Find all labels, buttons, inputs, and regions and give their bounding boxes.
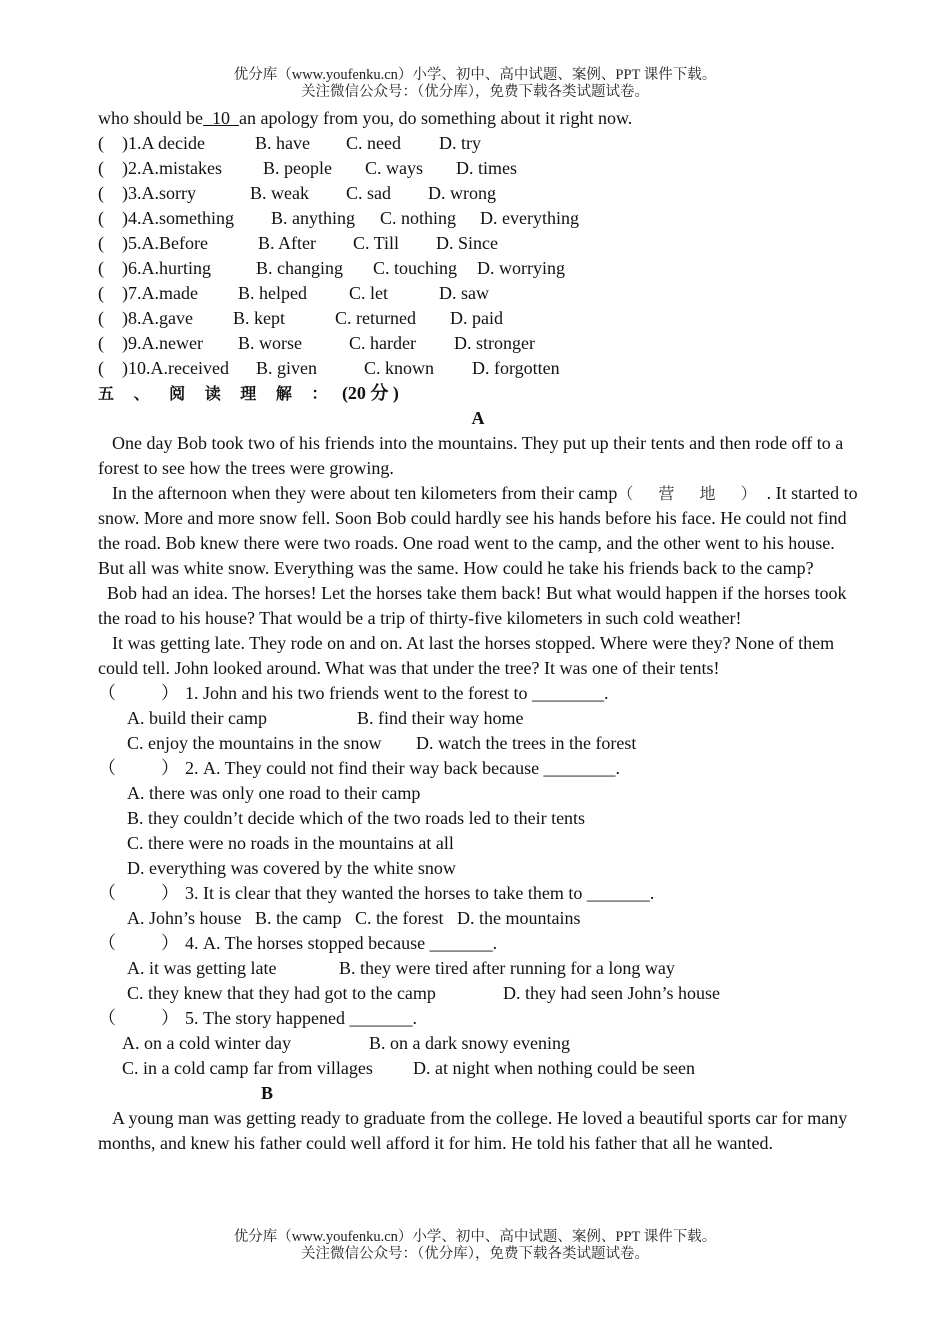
option-c: C. in a cold camp far from villages xyxy=(122,1058,373,1078)
section-title-score: (20 分 ) xyxy=(341,383,399,403)
answer-paren: （ ） xyxy=(98,758,179,778)
passage-a-paragraph-2 xyxy=(98,481,858,581)
options-row xyxy=(98,1056,858,1081)
options-row xyxy=(98,731,858,756)
question-number-option-a: ( )4.A.something xyxy=(98,208,234,228)
question-number-option-a: ( )9.A.newer xyxy=(98,333,203,353)
document-body xyxy=(98,106,858,1156)
option-d: D. saw xyxy=(439,283,489,303)
footer-line-2: 关注微信公众号：（优分库），免费下载各类试题试卷。 xyxy=(301,1246,649,1262)
option-b: B. they were tired after running for a long way xyxy=(339,958,675,978)
option-c: C. touching xyxy=(373,258,457,278)
question-stem: 2. A. They could not find their way back because ________. xyxy=(185,758,621,778)
option-c: C. ways xyxy=(365,158,423,178)
option-d: D. worrying xyxy=(477,258,565,278)
answer-paren: （ ） xyxy=(98,883,179,903)
options-row xyxy=(98,981,858,1006)
passage-a-title: A xyxy=(471,408,485,428)
question-stem: 4. A. The horses stopped because _______. xyxy=(185,933,498,953)
option-c: C. let xyxy=(349,283,388,303)
cloze-question xyxy=(98,281,858,306)
options-row xyxy=(98,706,858,731)
option-a: A. it was getting late xyxy=(127,958,277,978)
answer-paren: （ ） xyxy=(98,683,179,703)
answer-paren: （ ） xyxy=(98,933,179,953)
cloze-tail-line xyxy=(98,106,858,131)
passage-b-paragraph-1: A young man was getting ready to graduate from the college. He loved a beautiful sports car for many months, and knew his father could well afford it for him. He told his father that all he wanted. xyxy=(98,1108,848,1153)
cloze-tail-before: who should be xyxy=(98,108,203,128)
options-row xyxy=(98,1031,858,1056)
answer-paren: （ ） xyxy=(98,1008,179,1028)
cloze-question xyxy=(98,156,858,181)
question-number-option-a: ( )8.A.gave xyxy=(98,308,193,328)
option-b: B. After xyxy=(258,233,316,253)
cloze-blank-10: 10 xyxy=(203,108,239,128)
option-b: B. helped xyxy=(238,283,307,303)
cloze-question xyxy=(98,131,858,156)
question-number-option-a: ( )7.A.made xyxy=(98,283,198,303)
option-d: D. try xyxy=(439,133,481,153)
question-number-option-a: ( )5.A.Before xyxy=(98,233,208,253)
option-c: C. need xyxy=(346,133,401,153)
option-c: C. returned xyxy=(335,308,416,328)
camp-note: （ 营 地 ） xyxy=(617,484,767,503)
passage-b-title: B xyxy=(261,1083,274,1103)
section-title-label: 五 、 阅 读 理 解 ： xyxy=(98,384,332,403)
cloze-question xyxy=(98,206,858,231)
question-number-option-a: ( )3.A.sorry xyxy=(98,183,196,203)
option-c: C. nothing xyxy=(380,208,457,228)
option-a: A. there was only one road to their camp xyxy=(127,783,421,803)
reading-question xyxy=(98,881,858,906)
question-number-option-a: ( )1.A decide xyxy=(98,133,205,153)
option-c: C. enjoy the mountains in the snow xyxy=(127,733,382,753)
question-number-option-a: ( )6.A.hurting xyxy=(98,258,211,278)
reading-question xyxy=(98,756,858,781)
option-b: B. given xyxy=(256,358,317,378)
question-number-option-a: ( )2.A.mistakes xyxy=(98,158,222,178)
option-b: B. kept xyxy=(233,308,285,328)
passage-a-paragraph-1: One day Bob took two of his friends into the mountains. They put up their tents and then rode off to a forest to see how the trees were growing. xyxy=(98,433,844,478)
cloze-question xyxy=(98,306,858,331)
passage-a-paragraph-3: Bob had an idea. The horses! Let the horses take them back! But what would happen if the horses took the road to his house? That would be a trip of thirty-five kilometers in such cold weather! xyxy=(98,583,847,628)
option-b: B. anything xyxy=(271,208,355,228)
options-row xyxy=(98,956,858,981)
option-d: D. wrong xyxy=(428,183,496,203)
option-b: B. find their way home xyxy=(357,708,524,728)
cloze-question xyxy=(98,231,858,256)
option-c: C. harder xyxy=(349,333,416,353)
option-c: C. Till xyxy=(353,233,400,253)
option-a: A. on a cold winter day xyxy=(122,1033,291,1053)
option-b: B. people xyxy=(263,158,332,178)
header-line-1: 优分库（www.youfenku.cn）小学、初中、高中试题、案例、PPT 课件下载。 xyxy=(233,67,717,83)
option-d: D. everything was covered by the white snow xyxy=(127,858,456,878)
option-b: B. they couldn’t decide which of the two roads led to their tents xyxy=(127,808,586,828)
option-c: C. sad xyxy=(346,183,391,203)
option-d: D. Since xyxy=(436,233,498,253)
passage-a-p2-rest: . It started to snow. More and more snow fell. Soon Bob could hardly see his hands before his face. He could not find the road. Bob knew there were two roads. One road went to the camp, and the other went to his house. But all was white snow. Everything was the same. How could he take his friends back to the camp? xyxy=(98,483,858,578)
cloze-question-list xyxy=(98,131,858,381)
cloze-question xyxy=(98,256,858,281)
option-d: D. watch the trees in the forest xyxy=(416,733,637,753)
question-stem: 1. John and his two friends went to the forest to ________. xyxy=(185,683,609,703)
reading-question xyxy=(98,1006,858,1031)
option-d: D. everything xyxy=(480,208,579,228)
page-footer xyxy=(0,1229,950,1263)
cloze-question xyxy=(98,181,858,206)
option-a: A. build their camp xyxy=(127,708,267,728)
options-row: A. John’s house B. the camp C. the forest D. the mountains xyxy=(127,908,581,928)
cloze-tail-after: an apology from you, do something about it right now. xyxy=(239,108,633,128)
reading-question xyxy=(98,681,858,706)
option-b: B. have xyxy=(255,133,310,153)
option-d: D. paid xyxy=(450,308,503,328)
passage-a-paragraph-4: It was getting late. They rode on and on. At last the horses stopped. Where were they? None of them could tell. John looked around. What was that under the tree? It was one of their tents! xyxy=(98,633,835,678)
question-number-option-a: ( )10.A.received xyxy=(98,358,229,378)
section-title xyxy=(98,381,858,406)
option-d: D. at night when nothing could be seen xyxy=(413,1058,695,1078)
option-c: C. there were no roads in the mountains at all xyxy=(127,833,454,853)
question-stem: 3. It is clear that they wanted the horses to take them to _______. xyxy=(185,883,655,903)
option-c: C. they knew that they had got to the camp xyxy=(127,983,436,1003)
header-line-2: 关注微信公众号：（优分库），免费下载各类试题试卷。 xyxy=(301,84,649,100)
option-d: D. times xyxy=(456,158,517,178)
option-b: B. on a dark snowy evening xyxy=(369,1033,570,1053)
option-b: B. changing xyxy=(256,258,343,278)
option-c: C. known xyxy=(364,358,435,378)
option-b: B. weak xyxy=(250,183,309,203)
cloze-question xyxy=(98,356,858,381)
option-d: D. forgotten xyxy=(472,358,560,378)
reading-question xyxy=(98,931,858,956)
passage-a-p2-start: In the afternoon when they were about ten kilometers from their camp xyxy=(112,483,618,503)
option-b: B. worse xyxy=(238,333,302,353)
page-header xyxy=(0,67,950,101)
question-stem: 5. The story happened _______. xyxy=(185,1008,417,1028)
option-d: D. they had seen John’s house xyxy=(503,983,720,1003)
footer-line-1: 优分库（www.youfenku.cn）小学、初中、高中试题、案例、PPT 课件下载。 xyxy=(233,1229,717,1245)
option-d: D. stronger xyxy=(454,333,535,353)
cloze-question xyxy=(98,331,858,356)
